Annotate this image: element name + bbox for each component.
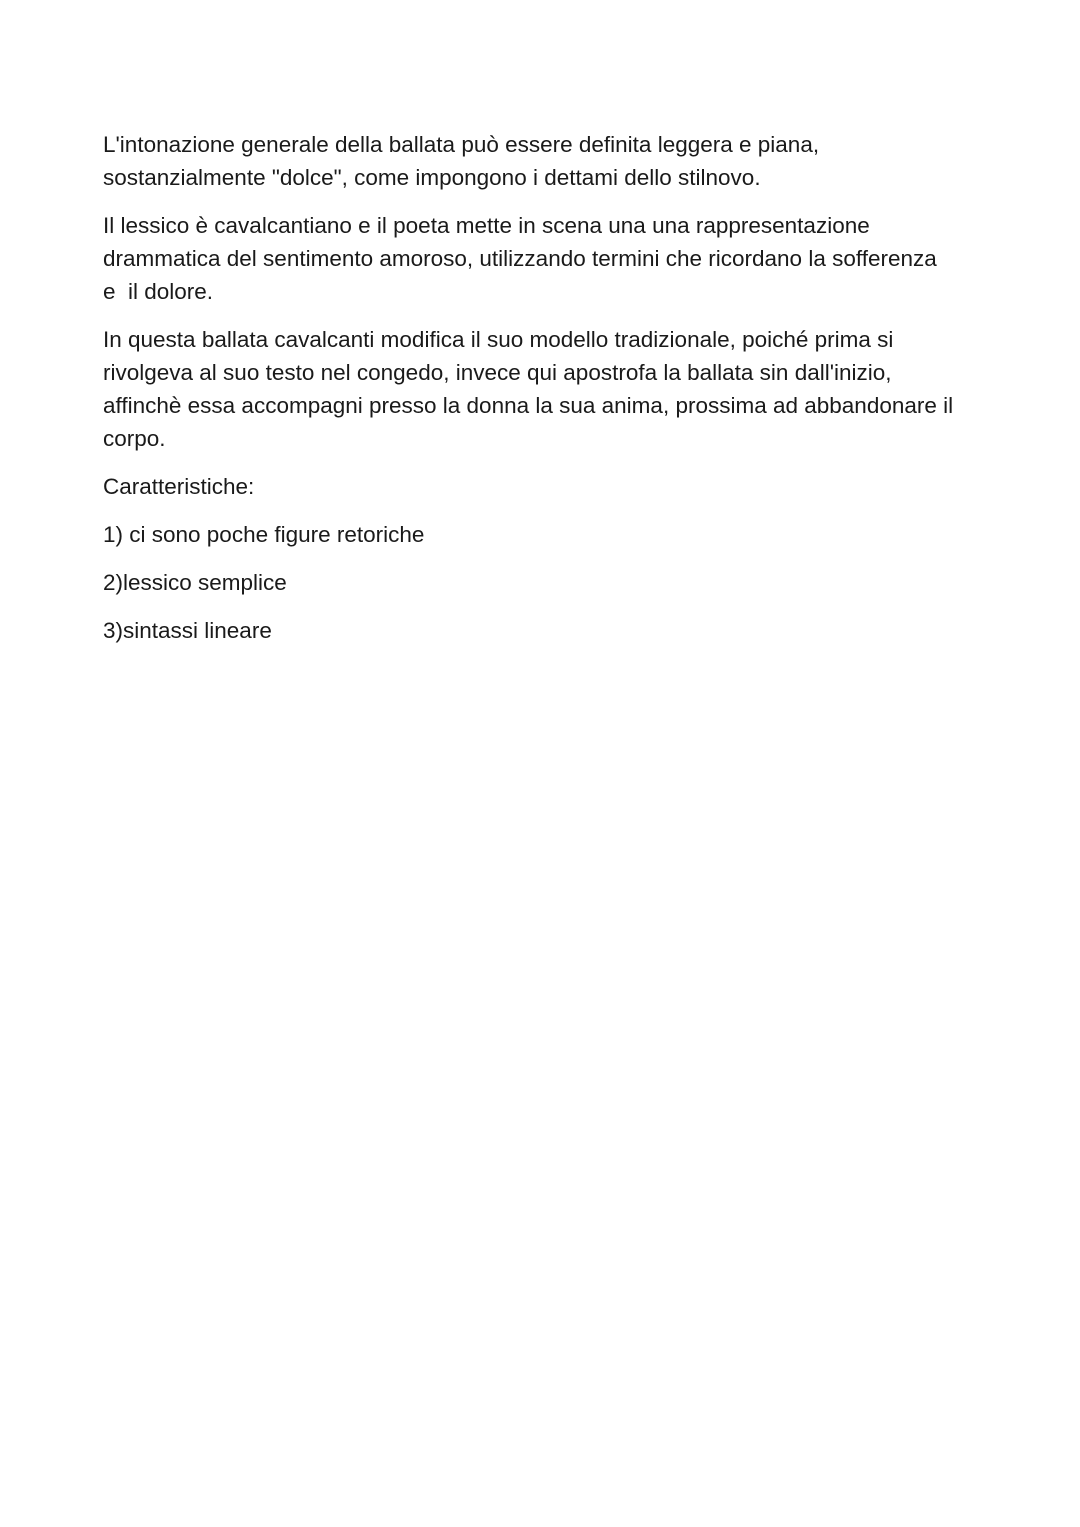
- list-item-lessico-semplice: 2)lessico semplice: [103, 570, 287, 595]
- text-line: drammatica del sentimento amoroso, utilizzando termini che ricordano la sofferenza: [103, 246, 937, 271]
- text-line: sostanzialmente "dolce", come impongono i dettami dello stilnovo.: [103, 165, 761, 190]
- text-line: rivolgeva al suo testo nel congedo, invece qui apostrofa la ballata sin dall'inizio,: [103, 360, 892, 385]
- text-line: affinchè essa accompagni presso la donna la sua anima, prossima ad abbandonare il: [103, 393, 954, 418]
- paragraph-intonazione: [103, 128, 1003, 194]
- text-line: corpo.: [103, 426, 166, 451]
- text-line: e il dolore.: [103, 279, 214, 304]
- list-item-figure-retoriche: 1) ci sono poche figure retoriche: [103, 522, 425, 547]
- document-body: [103, 128, 1003, 662]
- text-line: Il lessico è cavalcantiano e il poeta mette in scena una una rappresentazione: [103, 213, 870, 238]
- text-line: L'intonazione generale della ballata può essere definita leggera e piana,: [103, 132, 820, 157]
- paragraph-lessico: [103, 209, 1003, 308]
- paragraph-modello: [103, 323, 1003, 455]
- heading-caratteristiche: Caratteristiche:: [103, 474, 255, 499]
- list-item-sintassi-lineare: 3)sintassi lineare: [103, 618, 272, 643]
- text-line: In questa ballata cavalcanti modifica il suo modello tradizionale, poiché prima si: [103, 327, 894, 352]
